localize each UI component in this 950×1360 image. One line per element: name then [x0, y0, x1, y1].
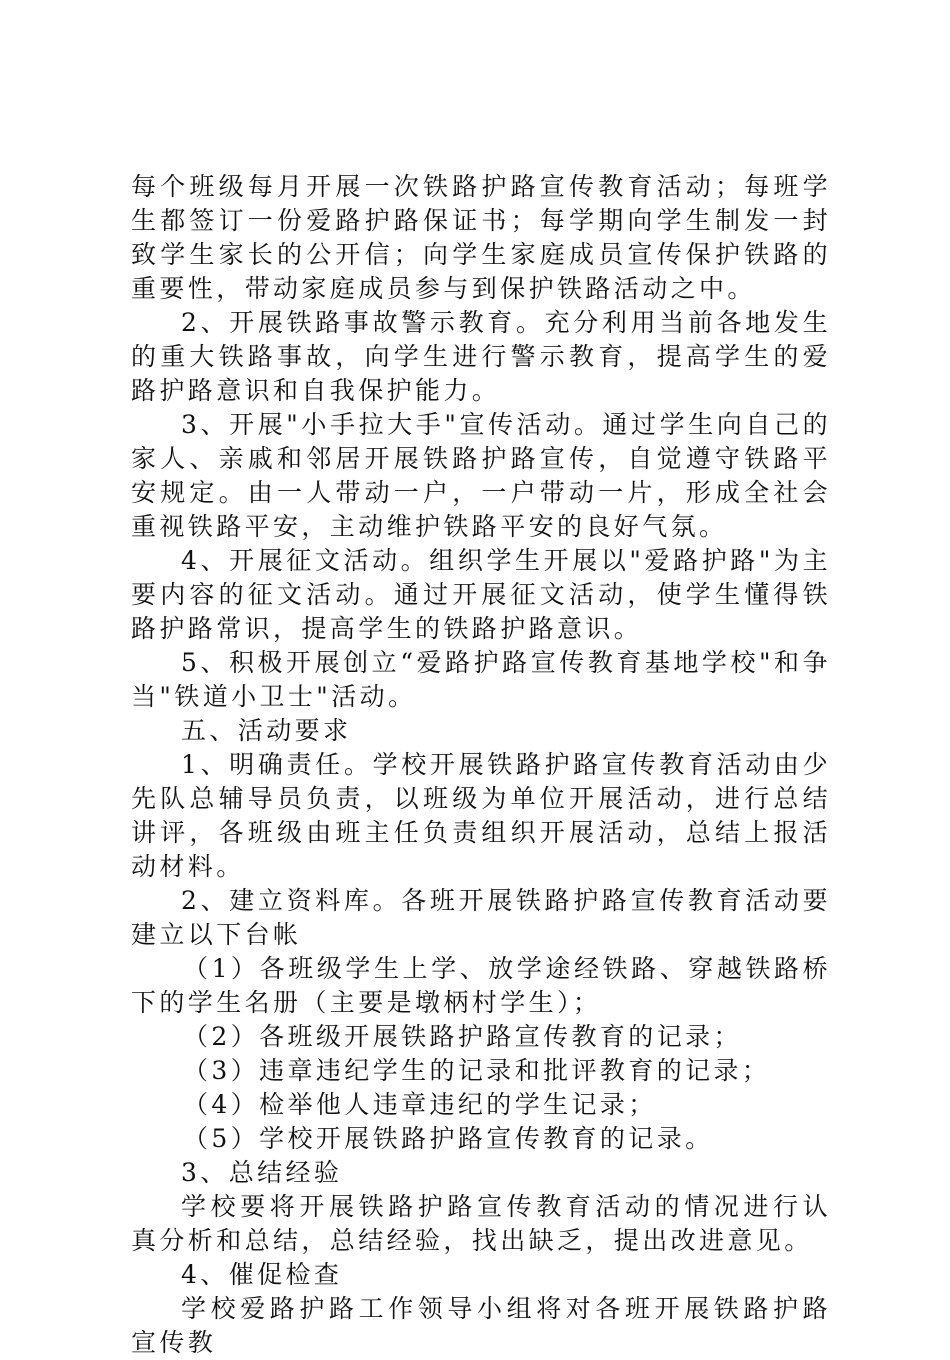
paragraph: 1、明确责任。学校开展铁路护路宣传教育活动由少先队总辅导员负责，以班级为单位开展活动，进行总结讲评，各班级由班主任负责组织开展活动，总结上报活动材料。 — [131, 750, 831, 881]
subsection-heading: 3、总结经验 — [181, 1158, 343, 1187]
section-heading: 五、活动要求 — [181, 716, 352, 745]
paragraph: 4、开展征文活动。组织学生开展以"爱路护路"为主要内容的征文活动。通过开展征文活动，使学生懂得铁路护路常识，提高学生的铁路护路意识。 — [131, 546, 831, 643]
list-item: （3）违章违纪学生的记录和批评教育的记录； — [183, 1056, 771, 1085]
subsection-heading: 4、催促检查 — [181, 1260, 343, 1289]
paragraph: 5、积极开展创立“爱路护路宣传教育基地学校"和争当"铁道小卫士"活动。 — [131, 648, 831, 711]
paragraph: 学校要将开展铁路护路宣传教育活动的情况进行认真分析和总结，总结经验，找出缺乏，提出改进意见。 — [131, 1192, 831, 1255]
list-item: （1）各班级学生上学、放学途经铁路、穿越铁路桥下的学生名册（主要是墩柄村学生）； — [131, 954, 831, 1017]
list-item: （4）检举他人违章违纪的学生记录； — [183, 1090, 657, 1119]
list-item: （2）各班级开展铁路护路宣传教育的记录； — [183, 1022, 742, 1051]
list-item: （5）学校开展铁路护路宣传教育的记录。 — [183, 1124, 714, 1153]
paragraph: 3、开展"小手拉大手"宣传活动。通过学生向自己的家人、亲戚和邻居开展铁路护路宣传，自觉遵守铁路平安规定。由一人带动一户，一户带动一片，形成全社会重视铁路平安，主动维护铁路平安的良好气氛。 — [131, 410, 831, 541]
paragraph: 学校爱路护路工作领导小组将对各班开展铁路护路宣传教 — [131, 1294, 831, 1357]
paragraph: 2、开展铁路事故警示教育。充分利用当前各地发生的重大铁路事故，向学生进行警示教育，提高学生的爱路护路意识和自我保护能力。 — [131, 308, 831, 405]
paragraph: 2、建立资料库。各班开展铁路护路宣传教育活动要建立以下台帐 — [131, 886, 831, 949]
document-body — [131, 170, 831, 1360]
paragraph: 每个班级每月开展一次铁路护路宣传教育活动；每班学生都签订一份爱路护路保证书；每学期向学生制发一封致学生家长的公开信；向学生家庭成员宣传保护铁路的重要性，带动家庭成员参与到保护铁路活动之中。 — [131, 172, 831, 303]
